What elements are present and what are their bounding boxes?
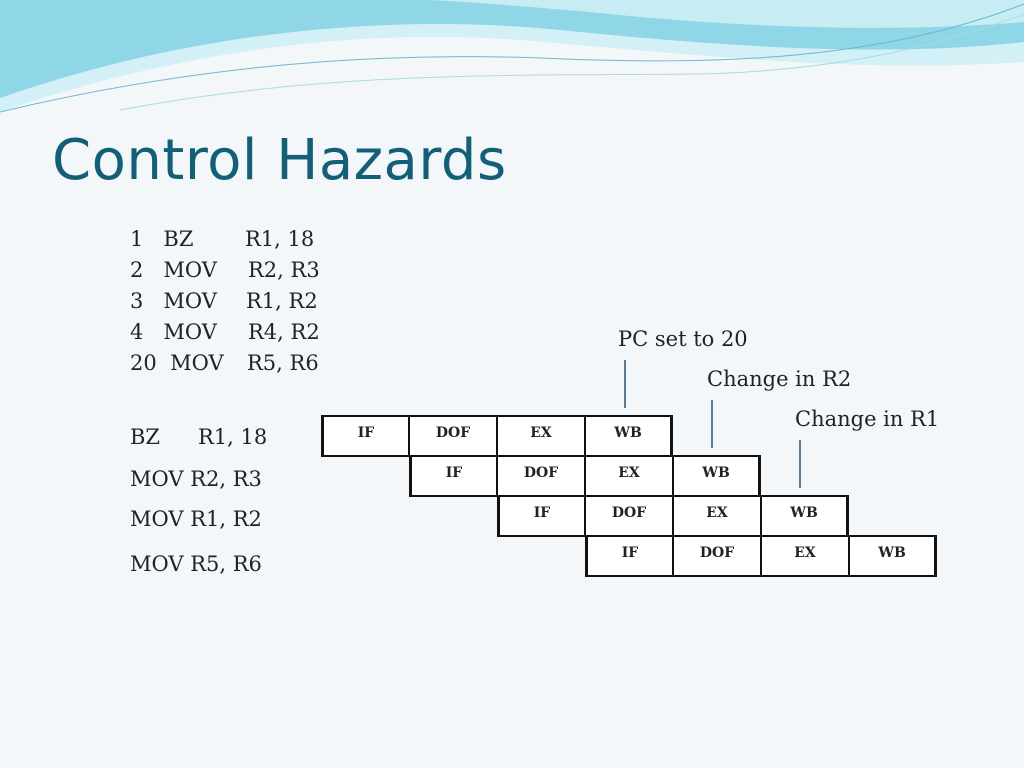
line-number: 3 <box>130 289 144 313</box>
stage-ex: EX <box>585 455 673 497</box>
pipeline-instruction <box>130 552 262 576</box>
stage-wb: WB <box>585 415 673 457</box>
slide-title: Control Hazards <box>52 128 507 193</box>
operands: R1, R2 <box>190 507 262 531</box>
operands: R4, R2 <box>248 320 320 344</box>
stage-ex: EX <box>497 415 585 457</box>
annotation-pointer <box>624 360 626 408</box>
opcode: BZ <box>163 227 194 251</box>
stage-dof: DOF <box>585 495 673 537</box>
operands: R1, 18 <box>198 425 268 449</box>
pipeline-instruction <box>130 425 268 449</box>
stage-dof: DOF <box>673 535 761 577</box>
annotation-change-r1: Change in R1 <box>795 407 940 431</box>
stage-ex: EX <box>673 495 761 537</box>
stage-wb: WB <box>673 455 761 497</box>
stage-if: IF <box>497 495 585 537</box>
operands: R2, R3 <box>248 258 320 282</box>
stage-dof: DOF <box>409 415 497 457</box>
operands: R5, R6 <box>190 552 262 576</box>
opcode: MOV <box>163 320 217 344</box>
opcode: BZ <box>130 425 161 449</box>
line-number: 4 <box>130 320 144 344</box>
line-number: 1 <box>130 227 144 251</box>
stage-ex: EX <box>761 535 849 577</box>
pipeline-instruction <box>130 507 262 531</box>
stage-if: IF <box>585 535 673 577</box>
opcode: MOV <box>163 289 217 313</box>
stage-dof: DOF <box>497 455 585 497</box>
pipeline-instruction <box>130 467 262 491</box>
stage-if: IF <box>409 455 497 497</box>
background-waves <box>0 0 1024 130</box>
operands: R5, R6 <box>247 351 319 375</box>
opcode: MOV <box>130 552 184 576</box>
line-number: 2 <box>130 258 144 282</box>
stage-if: IF <box>321 415 409 457</box>
opcode: MOV <box>130 467 184 491</box>
annotation-change-r2: Change in R2 <box>707 367 852 391</box>
opcode: MOV <box>163 258 217 282</box>
operands: R1, R2 <box>246 289 318 313</box>
opcode: MOV <box>130 507 184 531</box>
line-number: 20 <box>130 351 157 375</box>
opcode: MOV <box>170 351 224 375</box>
operands: R2, R3 <box>190 467 262 491</box>
operands: R1, 18 <box>245 227 315 251</box>
annotation-pointer <box>711 400 713 448</box>
annotation-pointer <box>799 440 801 488</box>
stage-wb: WB <box>849 535 937 577</box>
annotation-pc-set: PC set to 20 <box>618 327 748 351</box>
stage-wb: WB <box>761 495 849 537</box>
